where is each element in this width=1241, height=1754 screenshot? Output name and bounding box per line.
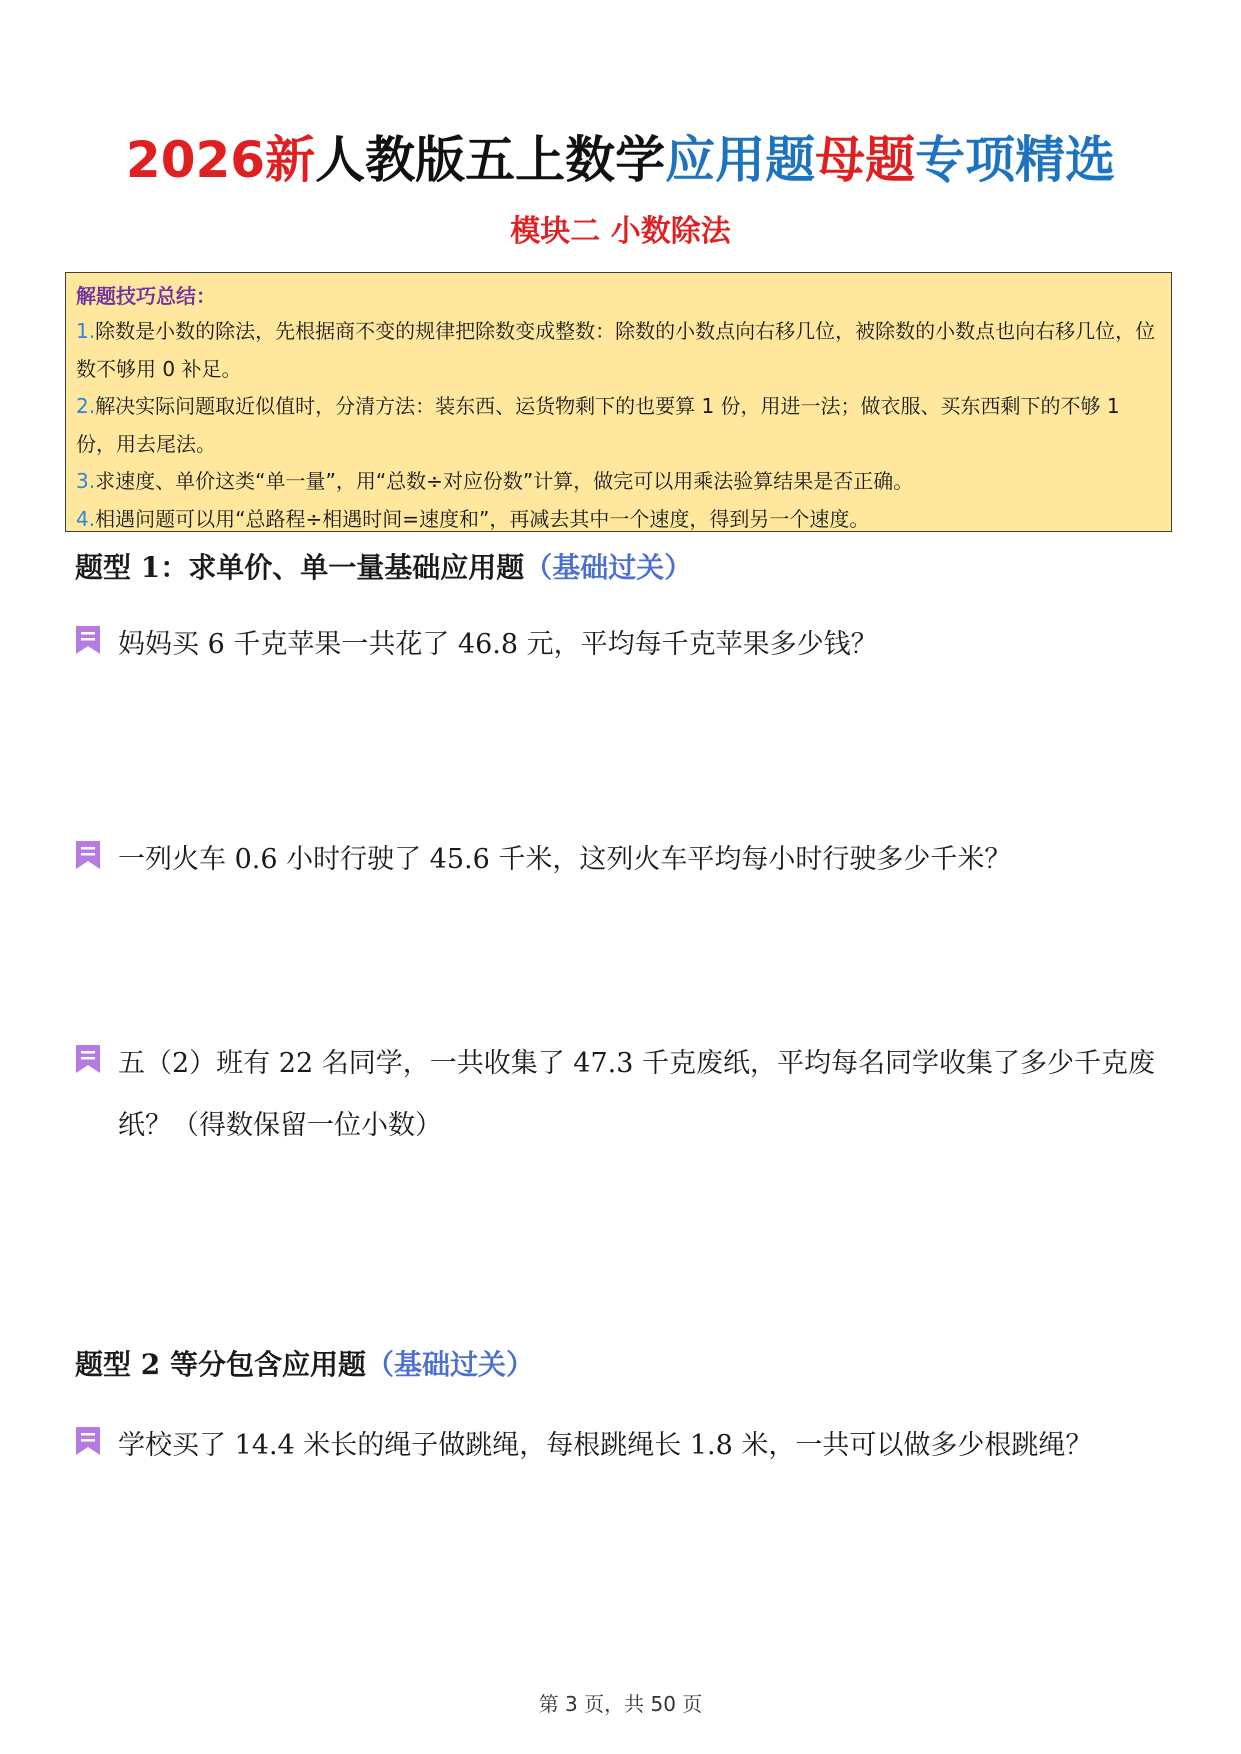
tip-number: 4. [76,506,96,531]
question-1: 妈妈买 6 千克苹果一共花了 46.8 元，平均每千克苹果多少钱？ [118,629,878,660]
tip-text: 相遇问题可以用“总路程÷相遇时间=速度和”，再减去其中一个速度，得到另一个速度。 [95,506,870,531]
question-3: 五（2）班有 22 名同学，一共收集了 47.3 千克废纸，平均每名同学收集了多少千克废纸？（得数保留一位小数） [118,1048,1155,1141]
section-heading-2 [75,1345,534,1385]
tip-text: 除数是小数的除法，先根据商不变的规律把除数变成整数：除数的小数点向右移几位，被除数的小数点也向右移几位，位数不够用 0 补足。 [76,319,1156,381]
title-part-4: 母题 [815,131,916,189]
section-tag: （基础过关） [524,551,693,584]
tip-item [76,313,1161,388]
tip-number: 2. [76,394,96,418]
page-footer: 第 3 页，共 50 页 [538,1692,703,1716]
title-part-2: 人教版五上数学 [315,131,666,189]
tips-box [65,272,1172,532]
question-2: 一列火车 0.6 小时行驶了 45.6 千米，这列火车平均每小时行驶多少千米？ [118,844,1012,875]
tip-item [76,463,1161,501]
bookmark-icon [75,840,101,870]
tip-number: 3. [76,469,96,493]
section-tag: （基础过关） [365,1348,534,1381]
section-title: 题型 1：求单价、单一量基础应用题 [75,551,525,584]
section-title: 题型 2 等分包含应用题 [75,1348,366,1381]
bookmark-icon [75,1426,101,1456]
bookmark-icon [75,625,101,655]
section-heading-1 [75,548,692,588]
page-title [0,128,1241,192]
bookmark-icon [75,1044,101,1074]
tip-item [76,388,1161,463]
title-part-5: 专项精选 [915,131,1116,189]
title-part-1: 2026新 [125,131,316,189]
page-subtitle: 模块二 小数除法 [510,214,731,249]
tip-text: 解决实际问题取近似值时，分清方法：装东西、运货物剩下的也要算 1 份，用进一法；做衣服、买东西剩下的不够 1 份，用去尾法。 [76,394,1120,456]
tip-text: 求速度、单价这类“单一量”，用“总数÷对应份数”计算，做完可以用乘法验算结果是否正确。 [95,469,914,493]
title-part-3: 应用题 [665,131,816,189]
tip-item [76,501,1161,539]
tips-heading: 解题技巧总结： [76,284,216,308]
tip-number: 1. [76,319,96,343]
question-4: 学校买了 14.4 米长的绳子做跳绳，每根跳绳长 1.8 米，一共可以做多少根跳绳？ [118,1430,1093,1461]
